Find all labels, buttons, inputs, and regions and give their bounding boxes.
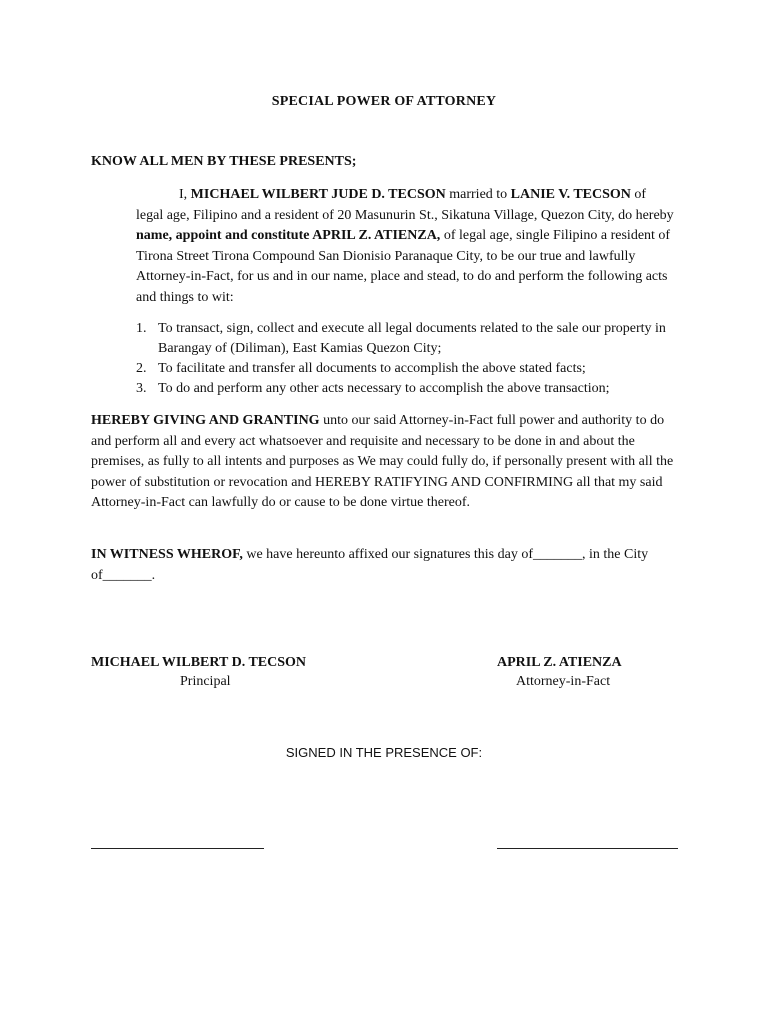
list-item-text: To facilitate and transfer all documents to accomplish the above stated facts; — [158, 361, 586, 376]
intro-married-to: married to — [445, 187, 511, 202]
list-item-number: 2. — [136, 361, 147, 376]
intro-i: I, — [179, 187, 191, 202]
appointment-clause: name, appoint and constitute APRIL Z. ATIENZA, — [136, 228, 441, 243]
witness-signature-line-right — [497, 848, 678, 849]
document-title: SPECIAL POWER OF ATTORNEY — [271, 94, 497, 109]
list-item — [136, 319, 676, 359]
list-item — [136, 359, 676, 379]
principal-role-label: Principal — [180, 674, 231, 689]
list-item-text: To transact, sign, collect and execute all legal documents related to the sale our property in Barangay of (Diliman), East Kamias Quezon City; — [158, 321, 666, 356]
list-item — [136, 379, 676, 399]
know-all-heading: KNOW ALL MEN BY THESE PRESENTS; — [91, 154, 357, 169]
witness-paragraph — [91, 545, 676, 586]
list-item-text: To do and perform any other acts necessary to accomplish the above transaction; — [158, 381, 610, 396]
witness-presence-heading: SIGNED IN THE PRESENCE OF: — [285, 745, 483, 760]
intro-text-1: of legal age, Filipino and a resident of 20 Masunurin St., Sikatuna Village, Quezon City, do hereby — [136, 187, 674, 223]
acts-list — [136, 319, 676, 399]
witness-lead: IN WITNESS WHEROF, — [91, 547, 243, 562]
granting-lead: HEREBY GIVING AND GRANTING — [91, 413, 320, 428]
spouse-name: LANIE V. TECSON — [510, 187, 631, 202]
granting-text: unto our said Attorney-in-Fact full power and authority to do and perform all and every act whatsoever and requisite and necessary to be done in and about the premises, as fully to all intents and purposes as We may could fully do, if personally present with all the power of substitution or revocation and HEREBY RATIFYING AND CONFIRMING all that my said Attorney-in-Fact can lawfully do or cause to be done virtue thereof. — [91, 413, 674, 510]
list-item-number: 3. — [136, 381, 147, 396]
witness-text: we have hereunto affixed our signatures this day of_______, in the City of_______. — [91, 547, 649, 583]
intro-paragraph — [136, 185, 676, 308]
intro-text-2: of legal age, single Filipino a resident of Tirona Street Tirona Compound San Dionisio Paranaque City, to be our true and lawfully Attorney-in-Fact, for us and in our name, place and stead, to do and perform the following acts and things to wit: — [136, 228, 671, 305]
witness-signature-line-left — [91, 848, 264, 849]
list-item-number: 1. — [136, 321, 147, 336]
granting-paragraph — [91, 411, 676, 514]
principal-full-name: MICHAEL WILBERT JUDE D. TECSON — [190, 187, 446, 202]
attorney-role-label: Attorney-in-Fact — [516, 674, 611, 689]
attorney-signature-name: APRIL Z. ATIENZA — [497, 655, 622, 670]
principal-signature-name: MICHAEL WILBERT D. TECSON — [91, 655, 307, 670]
